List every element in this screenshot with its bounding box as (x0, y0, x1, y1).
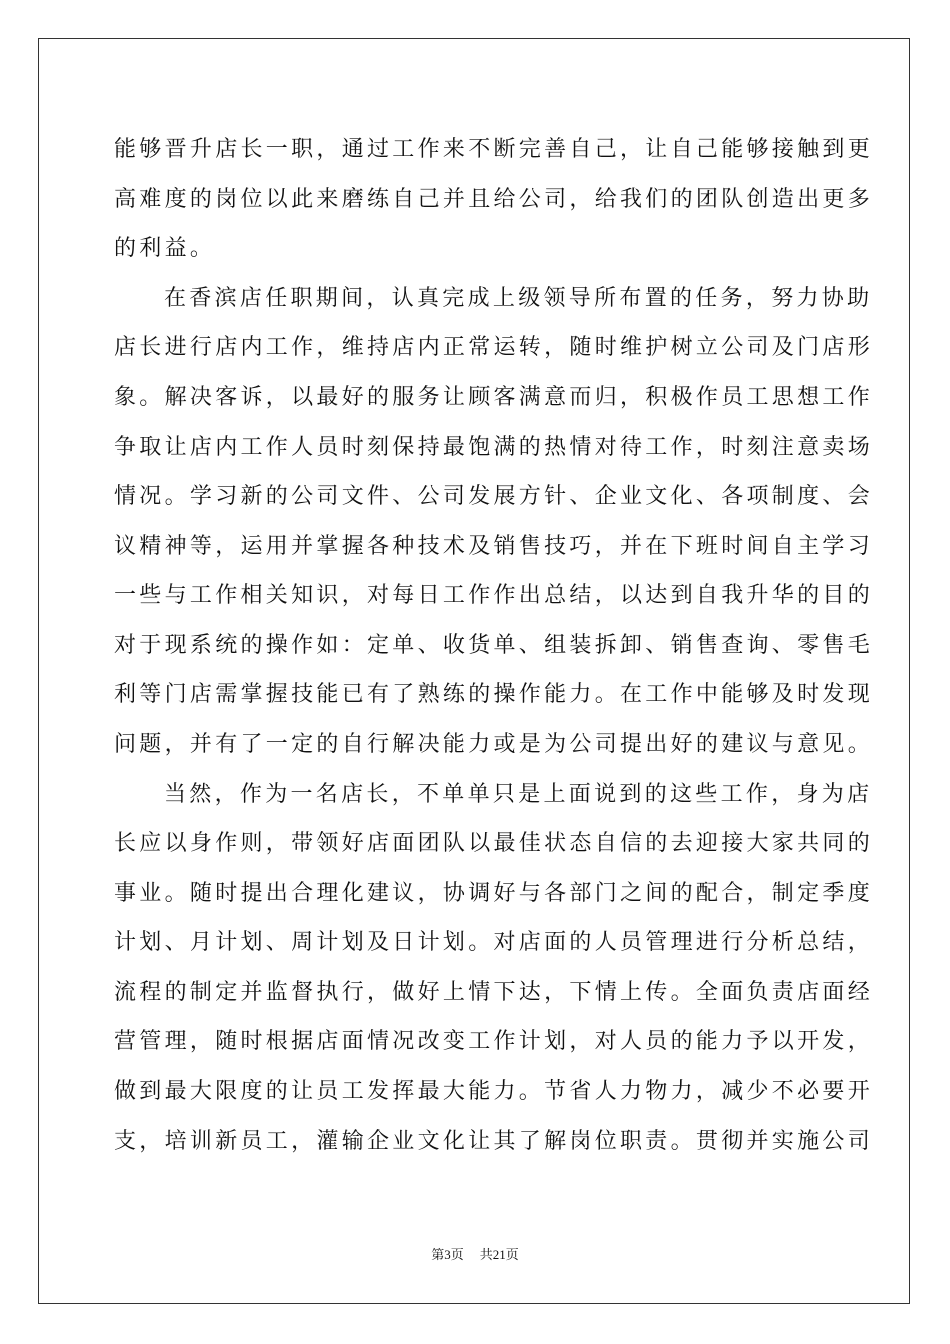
text-line: 流程的制定并监督执行，做好上情下达，下情上传。全面负责店面经 (114, 980, 874, 1005)
text-line: 能够晋升店长一职，通过工作来不断完善自己，让自己能够接触到更 (114, 137, 874, 162)
text-line: 问题，并有了一定的自行解决能力或是为公司提出好的建议与意见。 (114, 732, 874, 757)
paragraph-start-line: 在香滨店任职期间，认真完成上级领导所布置的任务，努力协助 (164, 286, 873, 311)
text-line: 做到最大限度的让员工发挥最大能力。节省人力物力，减少不必要开 (114, 1079, 874, 1104)
text-line: 事业。随时提出合理化建议，协调好与各部门之间的配合，制定季度 (114, 881, 874, 906)
page-footer (0, 1244, 950, 1263)
text-line: 的利益。 (114, 236, 216, 261)
text-line: 长应以身作则，带领好店面团队以最佳状态自信的去迎接大家共同的 (114, 831, 874, 856)
text-line: 议精神等，运用并掌握各种技术及销售技巧，并在下班时间自主学习 (114, 534, 874, 559)
text-line: 利等门店需掌握技能已有了熟练的操作能力。在工作中能够及时发现 (114, 682, 874, 707)
paragraph-start-line: 当然，作为一名店长，不单单只是上面说到的这些工作，身为店 (164, 782, 873, 807)
text-line: 计划、月计划、周计划及日计划。对店面的人员管理进行分析总结， (114, 930, 874, 955)
text-line: 高难度的岗位以此来磨练自己并且给公司，给我们的团队创造出更多 (114, 187, 874, 212)
text-line: 支，培训新员工，灌输企业文化让其了解岗位职责。贯彻并实施公司 (114, 1129, 874, 1154)
text-line: 情况。学习新的公司文件、公司发展方针、企业文化、各项制度、会 (114, 484, 874, 509)
page-border (38, 38, 910, 1304)
page-number: 第3页 (431, 1247, 464, 1262)
text-line: 争取让店内工作人员时刻保持最饱满的热情对待工作，时刻注意卖场 (114, 435, 874, 460)
text-line: 一些与工作相关知识，对每日工作作出总结，以达到自我升华的目的 (114, 583, 874, 608)
page-total: 共21页 (479, 1247, 519, 1262)
text-line: 象。解决客诉，以最好的服务让顾客满意而归，积极作员工思想工作 (114, 385, 874, 410)
text-line: 营管理，随时根据店面情况改变工作计划，对人员的能力予以开发， (114, 1029, 874, 1054)
text-line: 对于现系统的操作如：定单、收货单、组装拆卸、销售查询、零售毛 (114, 633, 874, 658)
text-line: 店长进行店内工作，维持店内正常运转，随时维护树立公司及门店形 (114, 335, 874, 360)
